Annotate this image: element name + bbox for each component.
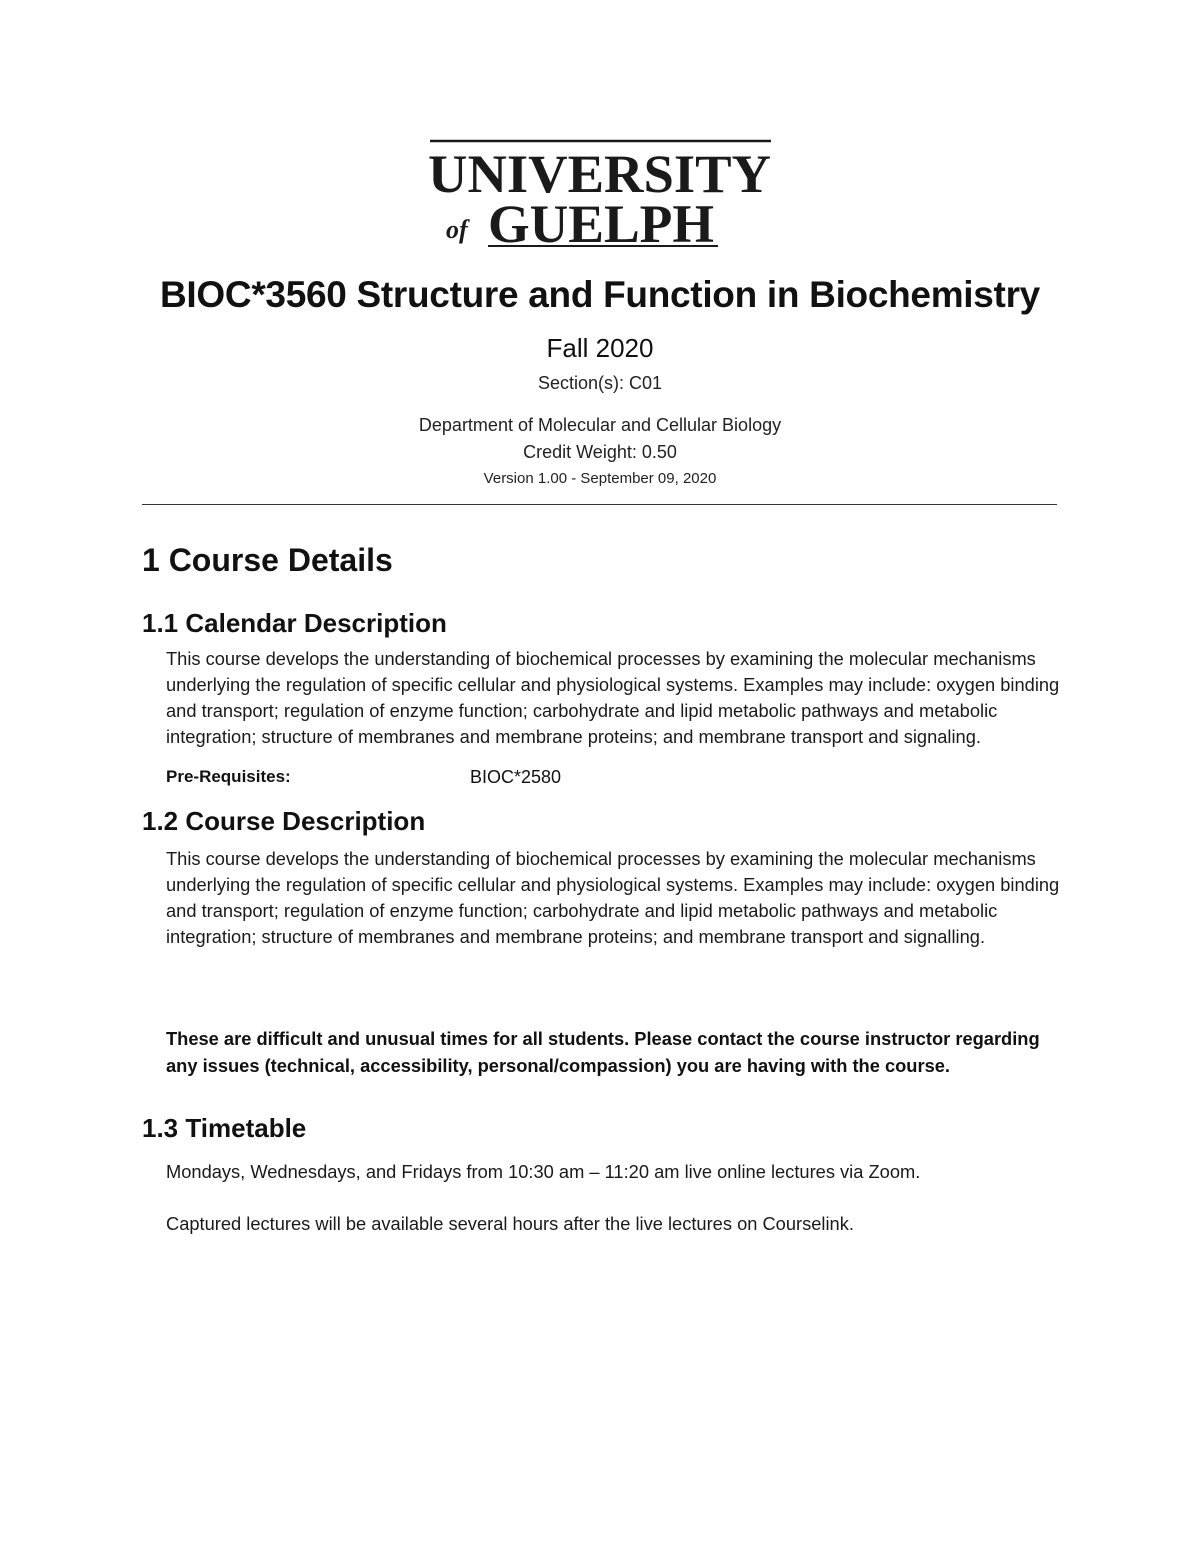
university-logo	[428, 138, 773, 248]
calendar-description-heading: 1.1 Calendar Description	[142, 608, 447, 638]
instructor-contact-notice: These are difficult and unusual times for all students. Please contact the course instructor regarding any issues (technical, accessibility, personal/compassion) you are having with the course.	[166, 1028, 1040, 1076]
course-title: BIOC*3560 Structure and Function in Biochemistry	[160, 274, 1040, 315]
title-block	[0, 270, 1200, 492]
version: Version 1.00 - September 09, 2020	[483, 470, 717, 487]
credit-weight: Credit Weight: 0.50	[523, 442, 677, 462]
course-details-heading: 1 Course Details	[142, 542, 393, 578]
calendar-description-text: This course develops the understanding of biochemical processes by examining the molecular mechanisms underlying the regulation of specific cellular and physiological systems. Examples may include: oxygen binding and transport; regulation of enzyme function; carbohydrate and lipid metabolic pathways and metabolic integration; structure of membranes and membrane proteins; and membrane transport and signaling.	[166, 648, 1060, 747]
logo-line-guelph: GUELPH	[488, 194, 714, 248]
course-description-heading: 1.2 Course Description	[142, 806, 426, 836]
course-description-text: This course develops the understanding of biochemical processes by examining the molecular mechanisms underlying the regulation of specific cellular and physiological systems. Examples may include: oxygen binding and transport; regulation of enzyme function; carbohydrate and lipid metabolic pathways and metabolic integration; structure of membranes and membrane proteins; and membrane transport and signalling.	[166, 848, 1060, 947]
timetable-heading: 1.3 Timetable	[142, 1113, 307, 1143]
timetable-captured-lectures: Captured lectures will be available several hours after the live lectures on Courselink.	[166, 1213, 854, 1234]
department: Department of Molecular and Cellular Biology	[418, 415, 782, 435]
prerequisites-row	[166, 764, 1057, 790]
prerequisites-label: Pre-Requisites:	[166, 767, 291, 786]
logo-line-of: of	[446, 215, 468, 244]
sections: Section(s): C01	[537, 373, 663, 393]
logo-line-university: UNIVERSITY	[428, 144, 771, 204]
course-details-section	[142, 536, 1060, 1237]
divider	[142, 504, 1057, 505]
timetable-schedule: Mondays, Wednesdays, and Fridays from 10:30 am – 11:20 am live online lectures via Zoom.	[166, 1161, 921, 1182]
university-logo-graphic	[428, 138, 773, 248]
prerequisites-value: BIOC*2580	[470, 767, 562, 787]
term: Fall 2020	[546, 333, 654, 363]
